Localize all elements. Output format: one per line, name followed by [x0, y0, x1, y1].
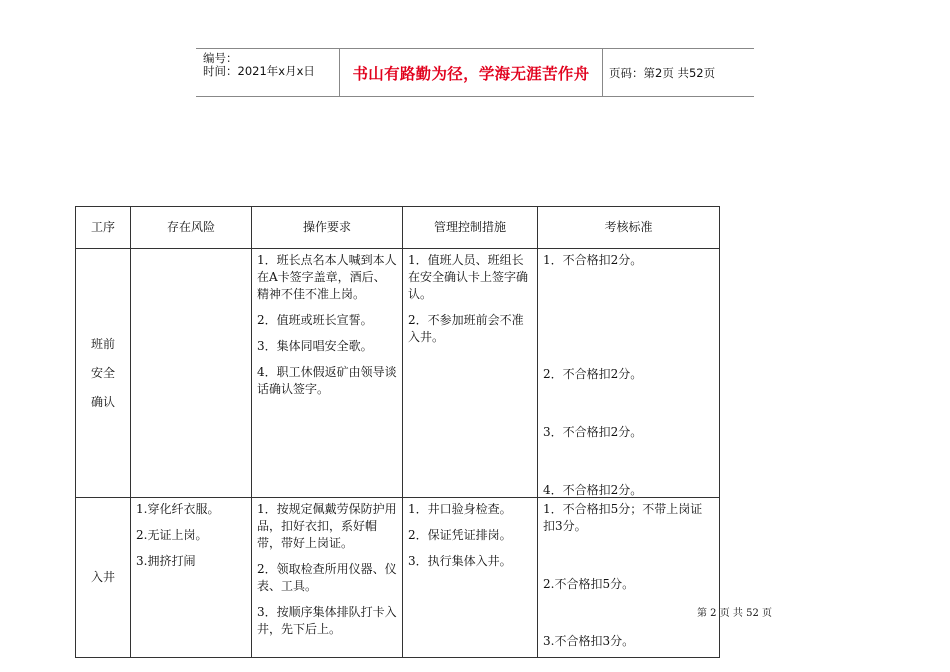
risk-item: 1.穿化纤衣服。: [136, 502, 220, 516]
risk-cell: [131, 498, 252, 658]
table-row: [76, 498, 720, 658]
measure-item: 3．执行集体入井。: [408, 554, 512, 568]
header-divider-right: [602, 48, 603, 96]
header-cell-requirements: 操作要求: [252, 207, 403, 249]
requirement-item: 3．按顺序集体排队打卡入井，先下后上。: [257, 605, 397, 636]
standard-item: 2.不合格扣5分。: [543, 577, 635, 591]
requirement-item: 3．集体同唱安全歌。: [257, 339, 373, 353]
table-row: [76, 249, 720, 498]
process-label: 入井: [90, 570, 115, 584]
risk-cell: [131, 249, 252, 498]
header-cell-process: 工序: [76, 207, 131, 249]
standard-item: 4．不合格扣2分。: [543, 483, 643, 497]
standards-cell: [538, 498, 720, 658]
measure-item: 2．不参加班前会不准入井。: [408, 313, 524, 344]
process-cell: [76, 249, 131, 498]
risk-item: 3.拥挤打闹: [136, 554, 196, 568]
measure-item: 1．值班人员、班组长在安全确认卡上签字确认。: [408, 253, 529, 301]
header-cell-risk: 存在风险: [131, 207, 252, 249]
requirement-item: 2．值班或班长宣誓。: [257, 313, 373, 327]
process-table: [75, 206, 720, 658]
measure-item: 2．保证凭证排岗。: [408, 528, 512, 542]
risk-item: 2.无证上岗。: [136, 528, 208, 542]
measure-item: 1．井口验身检查。: [408, 502, 512, 516]
page-info: 页码：第2页 共52页: [609, 66, 716, 80]
requirements-cell: [252, 498, 403, 658]
requirement-item: 1．班长点名本人喊到本人在A卡签字盖章，酒后、精神不佳不准上岗。: [257, 253, 397, 301]
standard-item: 3．不合格扣2分。: [543, 425, 643, 439]
standard-item: 2．不合格扣2分。: [543, 367, 643, 381]
header-top-rule: [196, 48, 754, 49]
standard-item: 3.不合格扣3分。: [543, 634, 635, 648]
standard-item: 1．不合格扣5分；不带上岗证扣3分。: [543, 502, 703, 533]
process-label: 班前 安全 确认: [90, 336, 115, 409]
document-time-label: 时间：2021年x月x日: [203, 64, 315, 78]
header-cell-standards: 考核标准: [538, 207, 720, 249]
requirement-item: 1．按规定佩戴劳保防护用品，扣好衣扣，系好帽带，带好上岗证。: [257, 502, 397, 550]
measures-cell: [403, 249, 538, 498]
standard-item: 1．不合格扣2分。: [543, 253, 643, 267]
requirement-item: 4．职工休假返矿由领导谈话确认签字。: [257, 365, 397, 396]
standards-cell: [538, 249, 720, 498]
measures-cell: [403, 498, 538, 658]
requirements-cell: [252, 249, 403, 498]
document-number-label: 编号：: [203, 51, 238, 65]
footer-page-number: 第 2 页 共 52 页: [697, 608, 772, 619]
header-cell-measures: 管理控制措施: [403, 207, 538, 249]
requirement-item: 2．领取检查所用仪器、仪表、工具。: [257, 562, 397, 593]
process-cell: [76, 498, 131, 658]
table-header-row: [76, 207, 720, 249]
header-bottom-rule: [196, 96, 754, 97]
motto-text: 书山有路勤为径，学海无涯苦作舟: [352, 65, 590, 83]
